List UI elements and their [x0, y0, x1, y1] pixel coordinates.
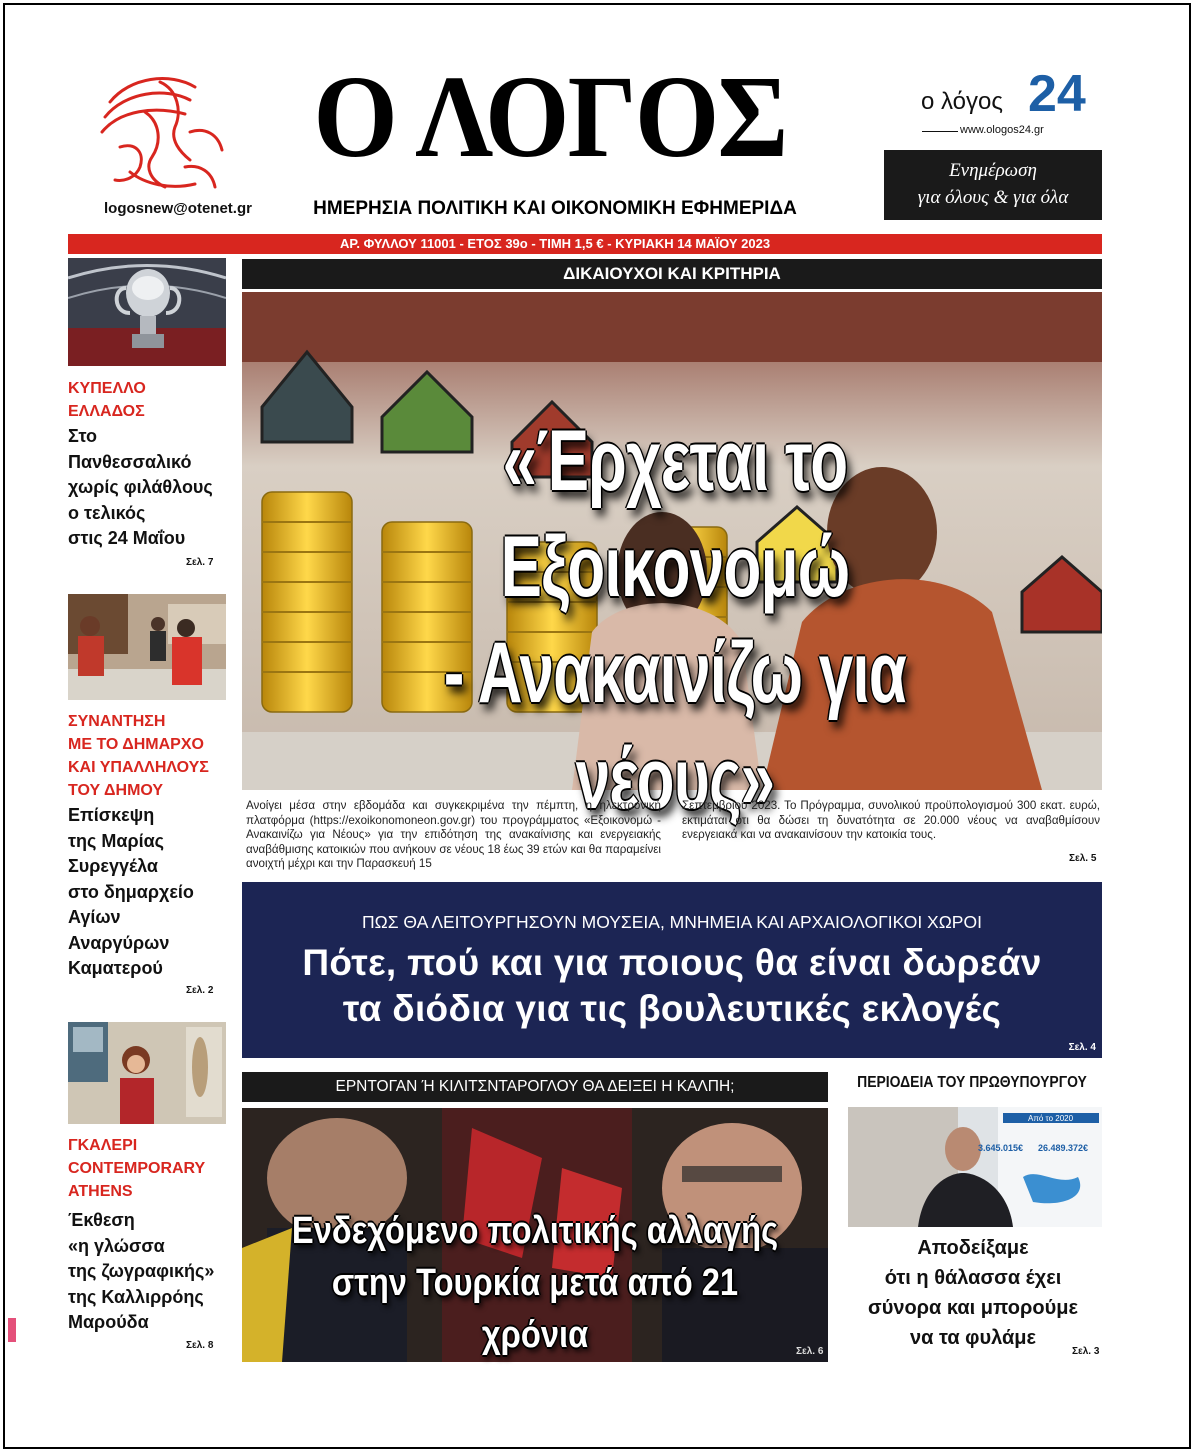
pm-screen-value2: 26.489.372€ — [1038, 1143, 1089, 1153]
story1-title — [68, 377, 228, 423]
story2-page-ref: Σελ. 2 — [186, 985, 214, 996]
ologos24-tagline-line1: Ενημέρωση — [949, 160, 1037, 181]
story1-body-line: Πανθεσσαλικό — [68, 451, 192, 472]
pm-story-headline — [842, 1233, 1104, 1353]
ologos24-number: 24 — [1028, 65, 1086, 123]
turkey-story-headline — [290, 1205, 780, 1361]
contact-email: logosnew@otenet.gr — [104, 200, 252, 217]
story1-page-ref: Σελ. 7 — [186, 557, 214, 568]
story2-title-line: ΣΥΝΑΝΤΗΣΗ — [68, 713, 166, 730]
ologos24-text: ο λόγος — [921, 88, 1003, 115]
pm-photo-art — [848, 1107, 1102, 1227]
main-story-kicker: ΔΙΚΑΙΟΥΧΟΙ ΚΑΙ ΚΡΙΤΗΡΙΑ — [242, 259, 1102, 289]
story2-body-line: της Μαρίας — [68, 830, 165, 851]
gallery-photo — [68, 1022, 226, 1124]
story2-body-line: στο δημαρχείο — [68, 881, 194, 902]
story1-body — [68, 424, 228, 552]
main-story-body-right: Σεπτεμβρίου 2023. Το Πρόγραμμα, συνολικού προϋπολογισμού 300 εκατ. ευρώ, εκτιμάται ότι θα δώσει τη δυνατότητα σε 20.000 νέους να αναβαθμίσουν ενεργειακά και να ανακαινίσουν την κατοικία τους. — [682, 799, 1100, 841]
story1-body-line: στις 24 Μαΐου — [68, 528, 186, 548]
page-edge-mark — [8, 1318, 16, 1342]
story3-body-line: της Καλλιρρόης — [68, 1286, 204, 1307]
story1-body-line: Στο — [68, 426, 98, 446]
tolls-story-kicker: ΠΩΣ ΘΑ ΛΕΙΤΟΥΡΓΗΣΟΥΝ ΜΟΥΣΕΙΑ, ΜΝΗΜΕΙΑ ΚΑΙ ΑΡΧΑΙΟΛΟΓΙΚΟΙ ΧΩΡΟΙ — [362, 912, 982, 932]
story1-title-line: ΕΛΛΑΔΟΣ — [68, 403, 145, 420]
tolls-story-headline — [242, 940, 1102, 1032]
main-story-headline — [369, 408, 981, 832]
mayor-meeting-photo — [68, 594, 226, 700]
story3-body-line: Έκθεση — [68, 1210, 135, 1230]
pm-screen-value1: 3.645.015€ — [978, 1143, 1024, 1153]
pm-story-page-ref: Σελ. 3 — [1072, 1346, 1100, 1357]
pm-story-kicker: ΠΕΡΙΟΔΕΙΑ ΤΟΥ ΠΡΩΘΥΠΟΥΡΓΟΥ — [857, 1074, 1087, 1091]
story3-title-line: CONTEMPORARY — [68, 1160, 206, 1177]
story2-title-line: ΚΑΙ ΥΠΑΛΛΗΛΟΥΣ — [68, 759, 209, 776]
turkey-story-page-ref: Σελ. 6 — [796, 1346, 824, 1357]
story3-body-line: Μαρούδα — [68, 1312, 149, 1332]
story2-title — [68, 710, 228, 802]
pm-story-photo — [848, 1107, 1102, 1227]
story3-body — [68, 1208, 228, 1336]
story2-body-line: Καματερού — [68, 958, 163, 978]
story2-body-line: Επίσκεψη — [68, 805, 155, 825]
turkey-headline-line1: Ενδεχόμενο πολιτικής αλλαγής — [291, 1210, 779, 1252]
main-headline-line1: «Έρχεται το Εξοικονομώ — [500, 413, 850, 615]
issue-dateline: ΑΡ. ΦΥΛΛΟΥ 11001 - ΕΤΟΣ 39ο - ΤΙΜΗ 1,5 € - ΚΥΡΙΑΚΗ 14 ΜΑΪΟΥ 2023 — [68, 234, 1102, 254]
story3-body-line: της ζωγραφικής» — [68, 1261, 215, 1281]
tolls-headline-line2: τα διόδια για τις βουλευτικές εκλογές — [342, 988, 1002, 1029]
cup-trophy-photo — [68, 258, 226, 366]
ologos24-url[interactable]: www.ologos24.gr — [960, 124, 1044, 136]
story2-title-line: ΤΟΥ ΔΗΜΟΥ — [68, 782, 164, 799]
tolls-story-box — [242, 882, 1102, 1058]
story2-body — [68, 803, 228, 982]
story3-page-ref: Σελ. 8 — [186, 1340, 214, 1351]
ologos24-tagline-box — [884, 150, 1102, 220]
main-headline-line2: - Ανακαινίζω για νέους» — [443, 625, 907, 827]
newspaper-title: Ο ΛΟΓΟΣ — [313, 51, 787, 182]
story3-body-line: «η γλώσσα — [68, 1235, 165, 1256]
story1-body-line: χωρίς φιλάθλους — [68, 477, 213, 497]
ologos24-rule — [922, 131, 958, 132]
pm-screen-label: Από το 2020 — [1028, 1114, 1074, 1123]
newspaper-logo-art — [90, 72, 232, 194]
story2-body-line: Συρεγγέλα — [68, 856, 158, 876]
story2-title-line: ΜΕ ΤΟ ΔΗΜΑΡΧΟ — [68, 736, 204, 753]
tolls-story-page-ref: Σελ. 4 — [1068, 1042, 1096, 1053]
story3-title-line: ATHENS — [68, 1183, 133, 1200]
tolls-headline-line1: Πότε, πού και για ποιους θα είναι δωρεάν — [302, 942, 1042, 983]
ologos24-tagline-line2: για όλους & για όλα — [917, 187, 1069, 208]
story3-title — [68, 1134, 228, 1203]
turkey-headline-line2: στην Τουρκία μετά από 21 χρόνια — [331, 1262, 739, 1356]
newspaper-subtitle: ΗΜΕΡΗΣΙΑ ΠΟΛΙΤΙΚΗ ΚΑΙ ΟΙΚΟΝΟΜΙΚΗ ΕΦΗΜΕΡΙΔΑ — [313, 198, 797, 219]
pm-headline-line: να τα φυλάμε — [909, 1327, 1037, 1349]
story1-body-line: ο τελικός — [68, 502, 146, 523]
turkey-story-kicker: ΕΡΝΤΟΓΑΝ Ή ΚΙΛΙΤΣΝΤΑΡΟΓΛΟΥ ΘΑ ΔΕΙΞΕΙ Η ΚΑΛΠΗ; — [242, 1072, 828, 1102]
main-story-page-ref: Σελ. 5 — [1069, 853, 1097, 864]
pm-headline-line: ότι η θάλασσα έχει — [884, 1267, 1062, 1289]
story2-body-line: Αγίων — [68, 907, 121, 927]
pm-headline-line: σύνορα και μπορούμε — [868, 1297, 1078, 1319]
story2-body-line: Αναργύρων — [68, 932, 170, 953]
story1-title-line: ΚΥΠΕΛΛΟ — [68, 380, 146, 397]
main-story-body-left: Ανοίγει μέσα στην εβδομάδα και συγκεκριμένα την πέμπτη, η ηλεκτρονική πλατφόρμα (https://exoikonomoneon.gov.gr) του προγράμματος «Εξοικονομώ - Ανακαινίζω για Νέους» για την επιδότηση της ανακαίνισης και ενεργειακής αναβάθμισης κατοικιών που ανήκουν σε νέους 18 έως 39 ετών και θα παραμείνει ανοιχτή μέχρι και την Παρασκευή 15 — [246, 799, 661, 870]
pm-headline-line: Αποδείξαμε — [917, 1237, 1029, 1259]
story3-title-line: ΓΚΑΛΕΡΙ — [68, 1137, 138, 1154]
